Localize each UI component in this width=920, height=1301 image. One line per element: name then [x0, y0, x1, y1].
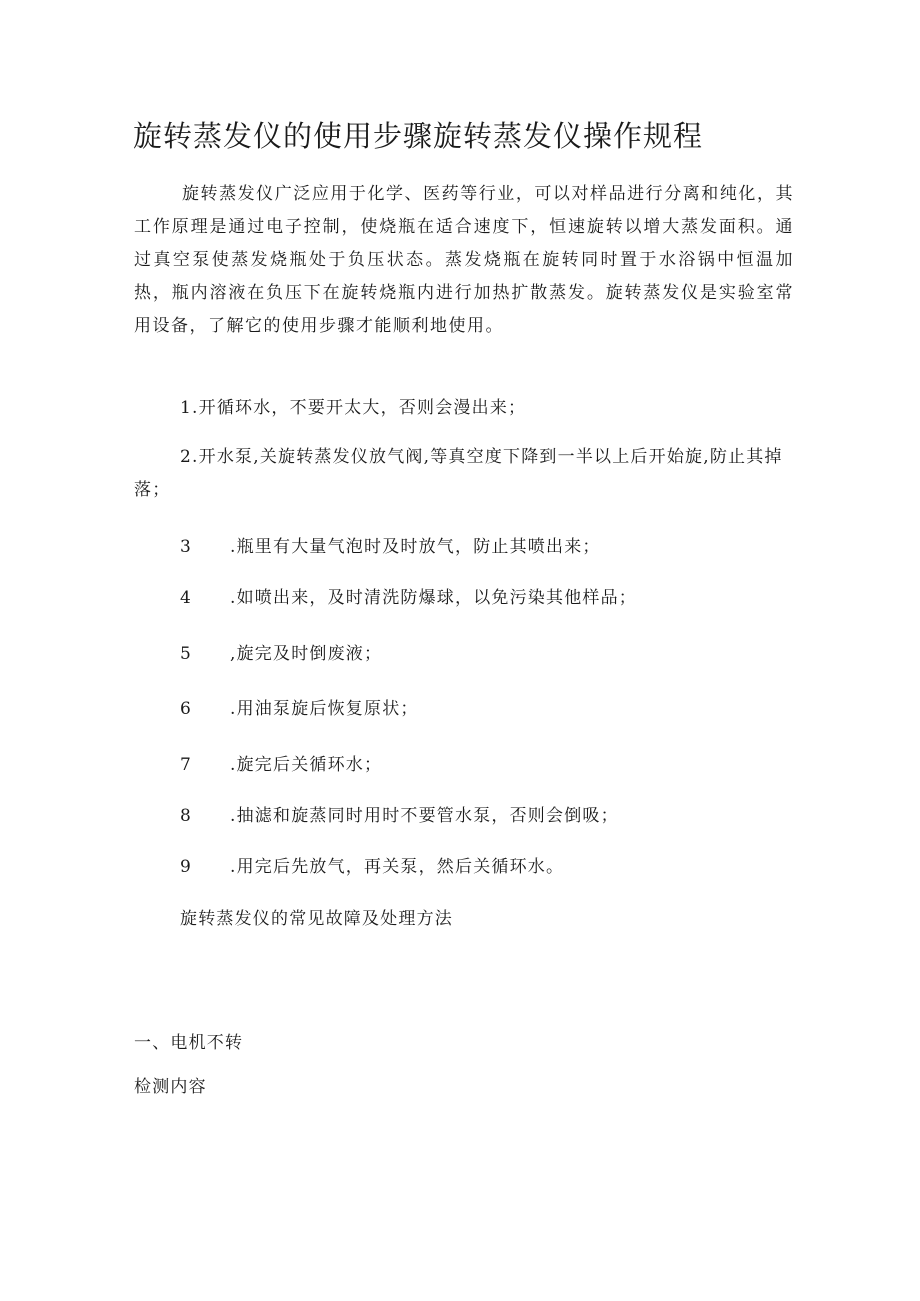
step-8	[180, 801, 619, 826]
step-3	[180, 532, 601, 557]
section-subheading: 旋转蒸发仪的常见故障及处理方法	[180, 909, 453, 929]
step-text: .用完后先放气，再关泵，然后关循环水。	[230, 857, 565, 877]
step-text: .用油泵旋后恢复原状；	[230, 699, 419, 719]
step-7	[180, 750, 382, 775]
step-text: .抽滤和旋蒸同时用时不要管水泵，否则会倒吸；	[230, 806, 619, 826]
page-title: 旋转蒸发仪的使用步骤旋转蒸发仪操作规程	[133, 119, 704, 153]
step-number: 6	[180, 699, 193, 719]
step-text: .瓶里有大量气泡时及时放气，防止其喷出来；	[230, 537, 601, 557]
step-text: .旋完后关循环水；	[230, 755, 383, 775]
step-5	[180, 639, 382, 664]
step-1: 1.开循环水，不要开太大，否则会漫出来；	[180, 398, 527, 418]
step-text: ,旋完及时倒废液；	[230, 644, 383, 664]
step-number: 9	[180, 857, 193, 877]
step-text: .如喷出来，及时清洗防爆球，以免污染其他样品；	[230, 588, 638, 608]
step-number: 3	[180, 537, 193, 557]
step-2: 2.开水泵,关旋转蒸发仪放气阀,等真空度下降到一半以上后开始旋,防止其掉落；	[134, 447, 783, 500]
step-4	[180, 583, 637, 608]
step-6	[180, 694, 419, 719]
step-number: 7	[180, 755, 193, 775]
step-number: 4	[180, 588, 193, 608]
detect-label: 检测内容	[134, 1077, 207, 1097]
step-9	[180, 852, 564, 877]
step-number: 5	[180, 644, 193, 664]
step-number: 8	[180, 806, 193, 826]
section-heading-motor: 一、电机不转	[134, 1033, 244, 1053]
intro-paragraph: 旋转蒸发仪广泛应用于化学、医药等行业，可以对样品进行分离和纯化，其工作原理是通过电子控制，使烧瓶在适合速度下，恒速旋转以增大蒸发面积。通过真空泵使蒸发烧瓶处于负压状态。蒸发烧瓶在旋转同时置于水浴锅中恒温加热，瓶内溶液在负压下在旋转烧瓶内进行加热扩散蒸发。旋转蒸发仪是实验室常用设备，了解它的使用步骤才能顺利地使用。	[134, 184, 794, 336]
